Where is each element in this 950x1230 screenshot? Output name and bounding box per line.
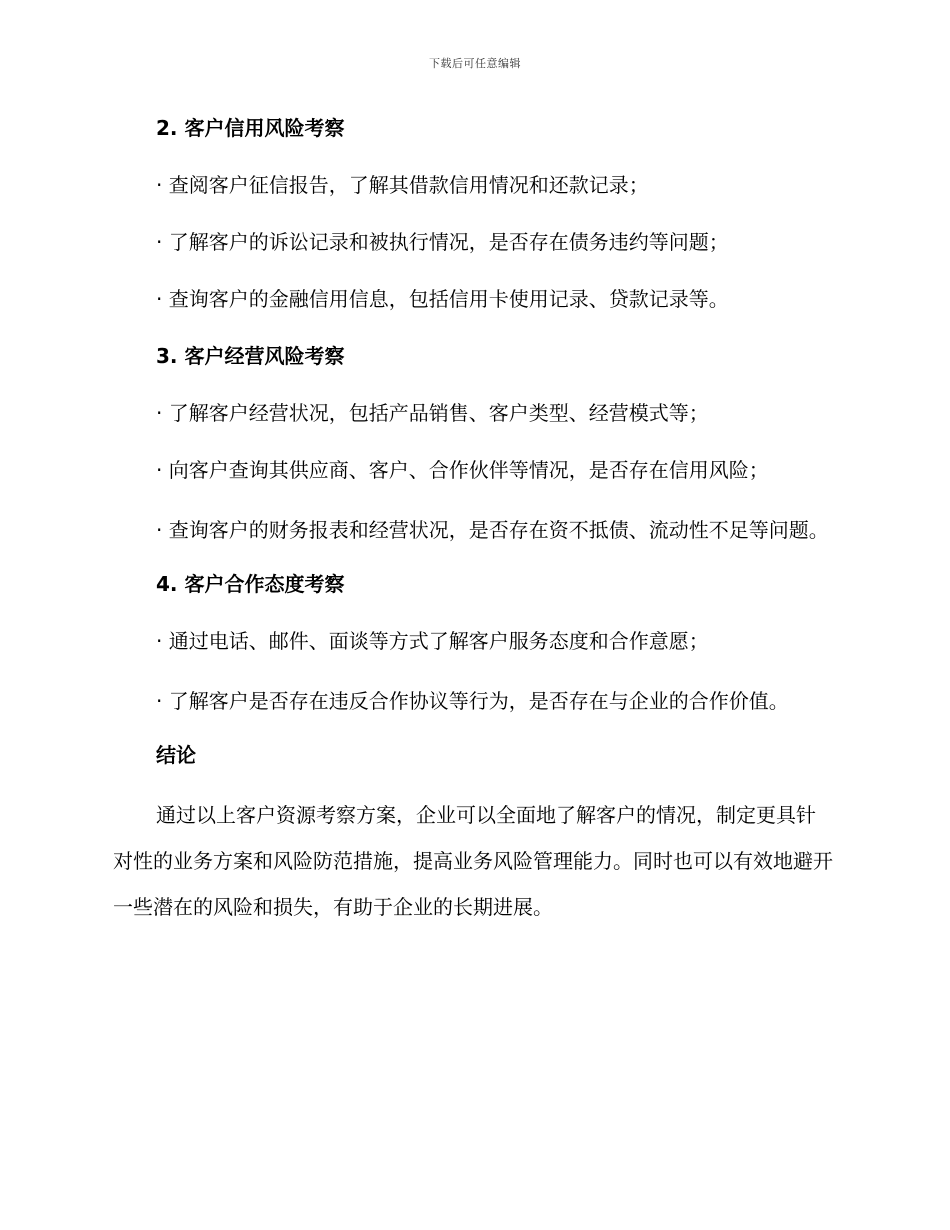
conclusion-paragraph: 通过以上客户资源考察方案，企业可以全面地了解客户的情况，制定更具针对性的业务方案和风险防范措施，提高业务风险管理能力。同时也可以有效地避开一些潜在的风险和损失，有助于企业的长期进展。 [113, 803, 833, 919]
section-heading-cooperation-attitude: 4. 客户合作态度考察 [156, 572, 345, 596]
list-item: · 查询客户的财务报表和经营状况，是否存在资不抵债、流动性不足等问题。 [156, 518, 829, 542]
list-item: · 向客户查询其供应商、客户、合作伙伴等情况，是否存在信用风险； [156, 458, 769, 482]
document-body [113, 108, 835, 941]
list-item: · 查阅客户征信报告，了解其借款信用情况和还款记录； [156, 173, 649, 197]
page-header: 下载后可任意编辑 [429, 57, 521, 70]
list-item: · 了解客户是否存在违反合作协议等行为，是否存在与企业的合作价值。 [156, 689, 789, 713]
list-item: · 通过电话、邮件、面谈等方式了解客户服务态度和合作意愿； [156, 629, 709, 653]
section-heading-credit-risk: 2. 客户信用风险考察 [156, 116, 345, 140]
section-heading-operating-risk: 3. 客户经营风险考察 [156, 344, 345, 368]
list-item: · 查询客户的金融信用信息，包括信用卡使用记录、贷款记录等。 [156, 287, 729, 311]
conclusion-heading: 结论 [156, 743, 196, 767]
list-item: · 了解客户的诉讼记录和被执行情况，是否存在债务违约等问题； [156, 230, 729, 254]
list-item: · 了解客户经营状况，包括产品销售、客户类型、经营模式等； [156, 401, 709, 425]
